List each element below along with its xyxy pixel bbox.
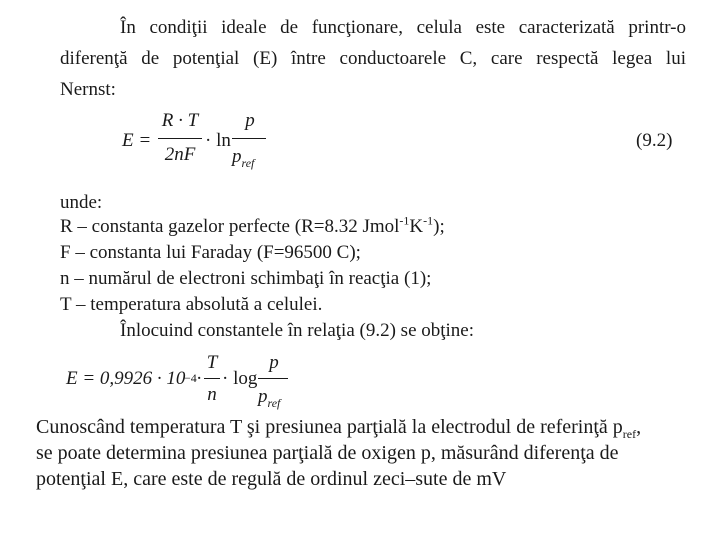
equation-number-9-2: (9.2) [636, 130, 673, 151]
conclusion-line-1: Cunoscând temperatura T şi presiunea parţială la electrodul de referinţă $p_{ref}$, [36, 416, 642, 441]
eq1-operator: · ln [205, 130, 231, 151]
intro-line-1: În condiţii ideale de funcţionare, celula este caracterizată printr-o [120, 17, 686, 38]
eq2-exponent: −4 [184, 371, 197, 385]
def-n: n – numărul de electroni schimbaţi în reacţia (1); [60, 268, 432, 289]
eq1-numerator: R · T [161, 110, 199, 131]
eq1-pref: $p_{ref}$ [232, 146, 255, 170]
eq1-lhs: E = [122, 130, 152, 151]
eq2-fraction-bar-2 [258, 378, 288, 379]
conclusion-line-3: potenţial E, care este de regulă de ordinul zeci–sute de mV [36, 468, 507, 490]
def-r: R – constanta gazelor perfecte (R=8.32 $Jmol^{-1}K^{-1}$); [60, 213, 445, 237]
eq2-p: p [269, 352, 279, 373]
eq2-lhs: E = 0,9926 · 10 [66, 368, 186, 389]
eq2-dot: · [196, 368, 203, 389]
eq2-pref: $p_{ref}$ [258, 386, 281, 410]
eq2-fraction-bar-1 [204, 378, 220, 379]
intro-line-3: Nernst: [60, 79, 116, 100]
replace-line: Înlocuind constantele în relaţia (9.2) se obţine: [120, 320, 475, 341]
eq2-T: T [206, 352, 218, 373]
def-f: F – constanta lui Faraday (F=96500 C); [60, 242, 361, 263]
eq1-fraction-bar-2 [232, 138, 266, 139]
conclusion-line-2: se poate determina presiunea parţială de oxigen p, măsurând diferenţa de [36, 442, 619, 464]
eq2-operator: · log [222, 368, 258, 389]
eq1-denominator: 2nF [164, 144, 196, 165]
unde-label: unde: [60, 192, 103, 213]
intro-line-2: diferenţă de potenţial (E) între conductoarele C, care respectă legea lui [60, 48, 686, 69]
def-t: T – temperatura absolută a celulei. [60, 294, 323, 315]
eq1-p: p [245, 110, 255, 131]
eq2-n: n [207, 384, 217, 405]
eq1-fraction-bar-1 [158, 138, 202, 139]
